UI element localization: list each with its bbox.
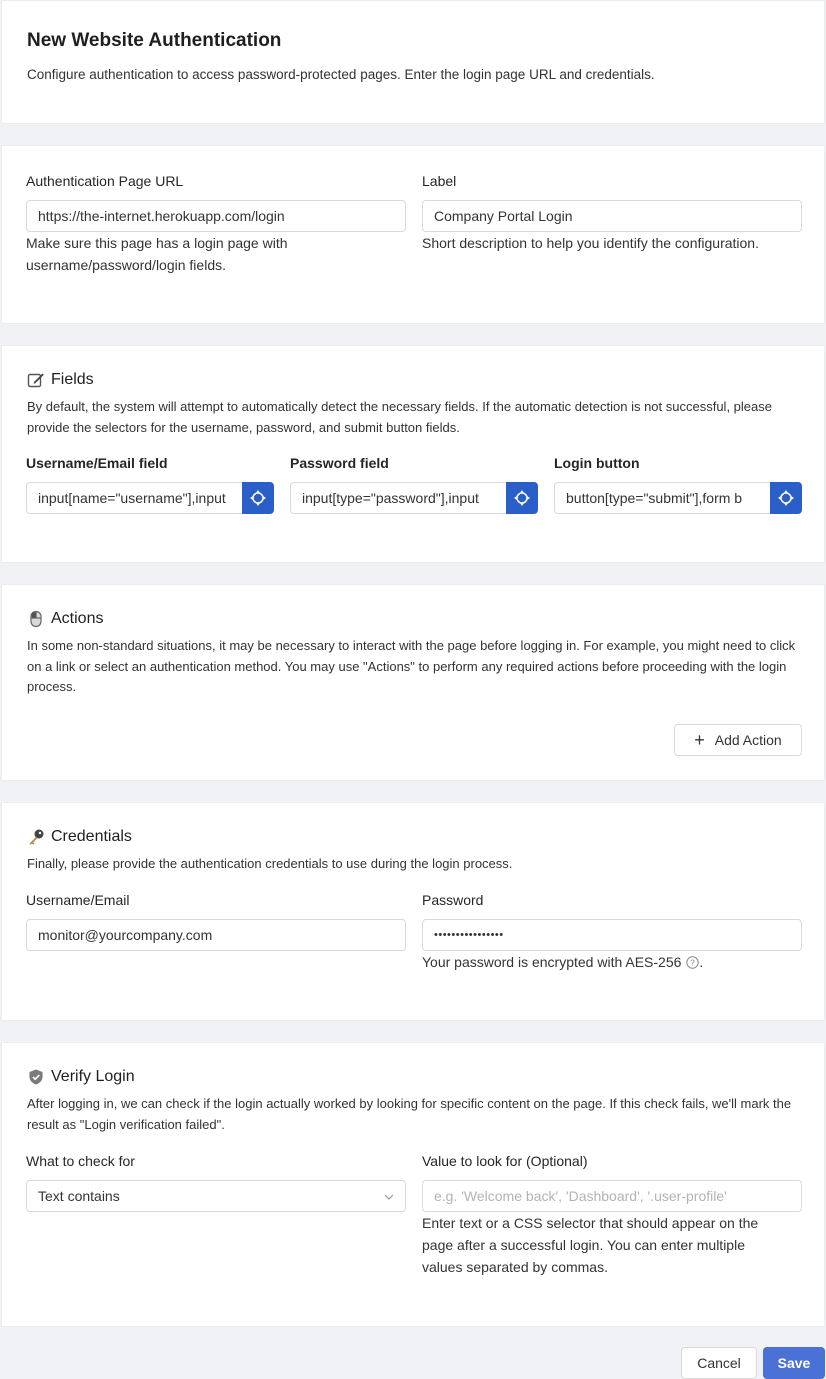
url-label: Authentication Page URL — [26, 173, 184, 189]
actions-title — [27, 610, 103, 628]
actions-card — [1, 584, 825, 781]
check-type-label: What to check for — [26, 1153, 135, 1169]
cred-username-label: Username/Email — [26, 892, 130, 908]
password-selector — [290, 482, 538, 514]
credentials-description: Finally, please provide the authentication credentials to use during the login process. — [27, 856, 513, 871]
page-description: Configure authentication to access password-protected pages. Enter the login page URL and credentials. — [27, 67, 655, 82]
username-field-label: Username/Email field — [26, 455, 168, 471]
actions-title-text: Actions — [51, 610, 104, 627]
verify-card — [1, 1042, 825, 1327]
mouse-icon — [27, 610, 45, 628]
crosshair-icon — [777, 489, 795, 507]
help-circle-icon[interactable] — [686, 956, 699, 969]
value-help — [422, 1212, 758, 1278]
add-action-button[interactable] — [674, 724, 802, 756]
cred-password-input[interactable]: •••••••••••••••• — [422, 919, 802, 951]
value-help-line2: page after a successful login. You can enter multiple — [422, 1237, 745, 1253]
login-button-selector-input[interactable]: button[type="submit"],form b — [554, 482, 770, 514]
label-input[interactable]: Company Portal Login — [422, 200, 802, 232]
fields-description: By default, the system will attempt to automatically detect the necessary fields. If the automatic detection is not successful, please provide the selectors for the username, password, and submit button fields. — [27, 399, 772, 435]
password-selector-input[interactable]: input[type="password"],input — [290, 482, 506, 514]
page-title: New Website Authentication — [27, 30, 282, 51]
password-picker-button[interactable] — [506, 482, 538, 514]
username-selector — [26, 482, 274, 514]
value-help-line1: Enter text or a CSS selector that should appear on the — [422, 1215, 759, 1231]
key-icon — [27, 828, 45, 846]
chevron-down-icon — [383, 1191, 395, 1203]
edit-icon — [27, 371, 45, 389]
fields-title-text: Fields — [51, 371, 94, 388]
credentials-card — [1, 802, 825, 1021]
cred-username-input[interactable]: monitor@yourcompany.com — [26, 919, 406, 951]
header-card — [1, 0, 825, 124]
cred-password-label: Password — [422, 892, 484, 908]
verify-title — [27, 1068, 135, 1086]
url-input[interactable]: https://the-internet.herokuapp.com/login — [26, 200, 406, 232]
shield-icon — [27, 1068, 45, 1086]
credentials-title — [27, 828, 132, 846]
login-button-field-label: Login button — [554, 455, 640, 471]
add-action-label: Add Action — [714, 732, 782, 748]
login-button-picker-button[interactable] — [770, 482, 802, 514]
verify-description: After logging in, we can check if the login actually worked by looking for specific content on the page. If this check fails, we'll mark the result as "Login verification failed". — [27, 1096, 792, 1132]
password-field-label: Password field — [290, 455, 389, 471]
username-selector-input[interactable]: input[name="username"],input — [26, 482, 242, 514]
plus-icon: + — [694, 730, 705, 750]
credentials-title-text: Credentials — [51, 828, 132, 845]
basics-card — [1, 145, 825, 324]
actions-description: In some non-standard situations, it may be necessary to interact with the page before logging in. For example, you might need to click on a link or select an authentication method. You may use "Actions" to perform any required actions before proceeding with the login process. — [27, 638, 796, 694]
verify-title-text: Verify Login — [51, 1068, 135, 1085]
crosshair-icon — [249, 489, 267, 507]
cred-password-help — [422, 951, 703, 973]
login-button-selector — [554, 482, 802, 514]
value-help-line3: values separated by commas. — [422, 1259, 608, 1275]
fields-card — [1, 345, 825, 563]
cancel-button[interactable]: Cancel — [681, 1347, 757, 1379]
fields-title — [27, 371, 94, 389]
url-help — [26, 232, 288, 276]
url-help-line1: Make sure this page has a login page with — [26, 235, 288, 251]
cred-password-help-text: Your password is encrypted with AES-256 — [422, 954, 682, 970]
value-label: Value to look for (Optional) — [422, 1153, 588, 1169]
label-help: Short description to help you identify the configuration. — [422, 235, 759, 251]
save-button[interactable]: Save — [763, 1347, 825, 1379]
username-picker-button[interactable] — [242, 482, 274, 514]
cred-password-help-suffix: . — [699, 954, 704, 970]
url-help-line2: username/password/login fields. — [26, 257, 226, 273]
value-input[interactable]: e.g. 'Welcome back', 'Dashboard', '.user-profile' — [422, 1180, 802, 1212]
crosshair-icon — [513, 489, 531, 507]
label-label: Label — [422, 173, 457, 189]
svg-text:?: ? — [690, 957, 696, 967]
check-type-select[interactable] — [26, 1180, 406, 1212]
check-type-value: Text contains — [38, 1188, 120, 1204]
